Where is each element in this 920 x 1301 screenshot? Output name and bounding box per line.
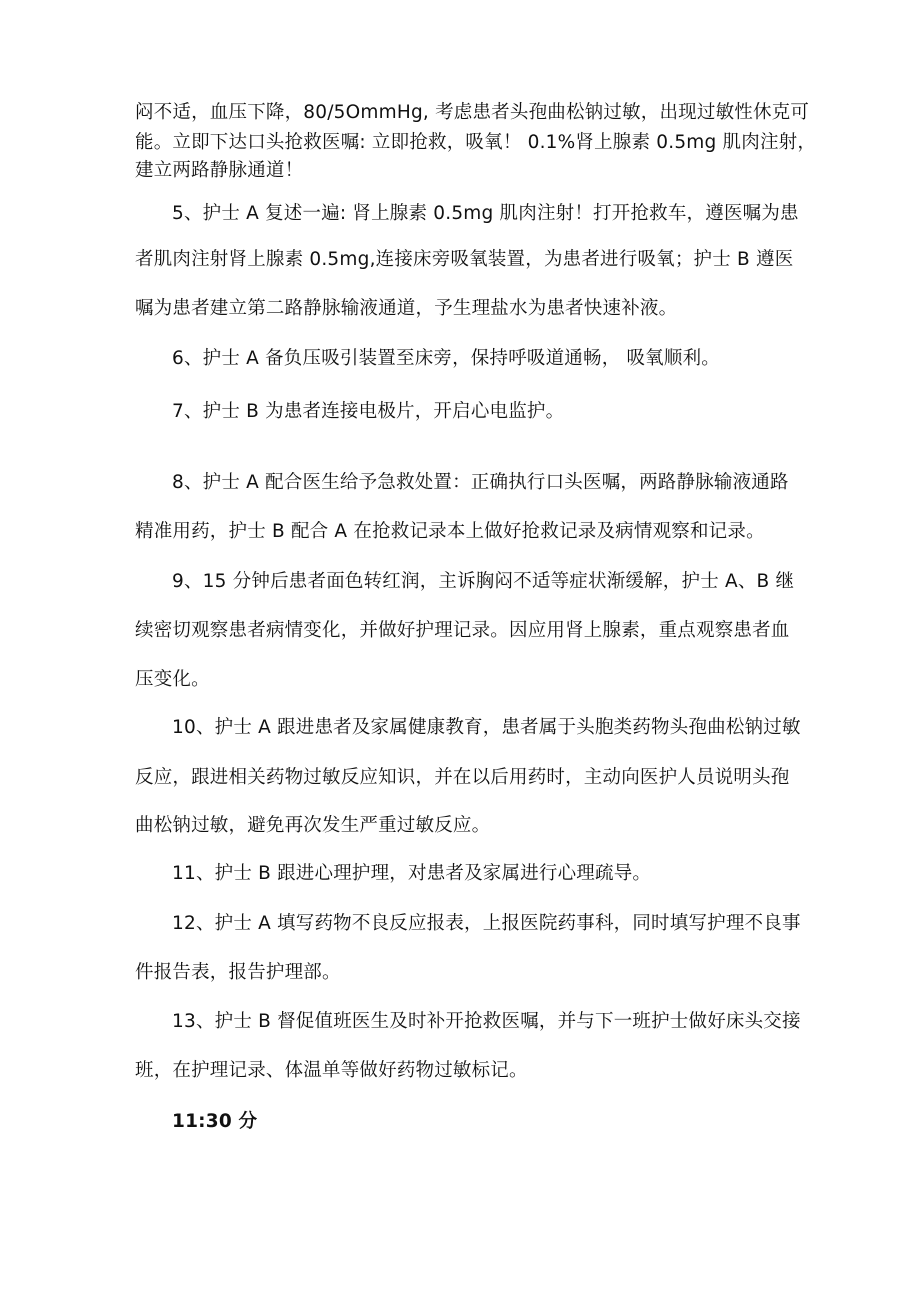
paragraph-9-line: 9、15 分钟后患者面色转红润，主诉胸闷不适等症状渐缓解，护士 A、B 继	[172, 571, 795, 592]
text-line: 压变化。	[135, 669, 210, 690]
paragraph-8-line: 8、护士 A 配合医生给予急救处置：正确执行口头医嘱，两路静脉输液通路	[172, 472, 789, 493]
time-heading: 11:30 分	[172, 1111, 258, 1132]
text-line: 者肌肉注射肾上腺素 0.5mg,连接床旁吸氧装置，为患者进行吸氧；护士 B 遵医	[135, 249, 794, 270]
paragraph-5-line: 5、护士 A 复述一遍: 肾上腺素 0.5mg 肌肉注射！打开抢救车，遵医嘱为患	[172, 203, 799, 224]
text-line: 续密切观察患者病情变化，并做好护理记录。因应用肾上腺素，重点观察患者血	[135, 620, 790, 641]
text-line: 精准用药，护士 B 配合 A 在抢救记录本上做好抢救记录及病情观察和记录。	[135, 521, 765, 542]
text-line: 曲松钠过敏，避免再次发生严重过敏反应。	[135, 815, 491, 836]
text-line: 嘱为患者建立第二路静脉输液通道，予生理盐水为患者快速补液。	[135, 298, 678, 319]
paragraph-7-line: 7、护士 B 为患者连接电极片，开启心电监护。	[172, 401, 565, 422]
paragraph-6-line: 6、护士 A 备负压吸引装置至床旁，保持呼吸道通畅， 吸氧顺利。	[172, 348, 720, 369]
text-line: 闷不适，血压下降，80/5OmmHg, 考虑患者头孢曲松钠过敏，出现过敏性休克可	[135, 102, 810, 123]
paragraph-11-line: 11、护士 B 跟进心理护理，对患者及家属进行心理疏导。	[172, 863, 652, 884]
paragraph-10-line: 10、护士 A 跟进患者及家属健康教育，患者属于头胞类药物头孢曲松钠过敏	[172, 717, 801, 738]
text-line: 反应，跟进相关药物过敏反应知识，并在以后用药时，主动向医护人员说明头孢	[135, 767, 790, 788]
text-line: 能。立即下达口头抢救医嘱: 立即抢救，吸氧！ 0.1%肾上腺素 0.5mg 肌肉注射，	[135, 132, 817, 153]
paragraph-13-line: 13、护士 B 督促值班医生及时补开抢救医嘱，并与下一班护士做好床头交接	[172, 1011, 801, 1032]
text-line: 建立两路静脉通道！	[135, 160, 304, 181]
text-line: 件报告表，报告护理部。	[135, 962, 341, 983]
text-line: 班，在护理记录、体温单等做好药物过敏标记。	[135, 1060, 528, 1081]
paragraph-12-line: 12、护士 A 填写药物不良反应报表，上报医院药事科，同时填写护理不良事	[172, 913, 801, 934]
